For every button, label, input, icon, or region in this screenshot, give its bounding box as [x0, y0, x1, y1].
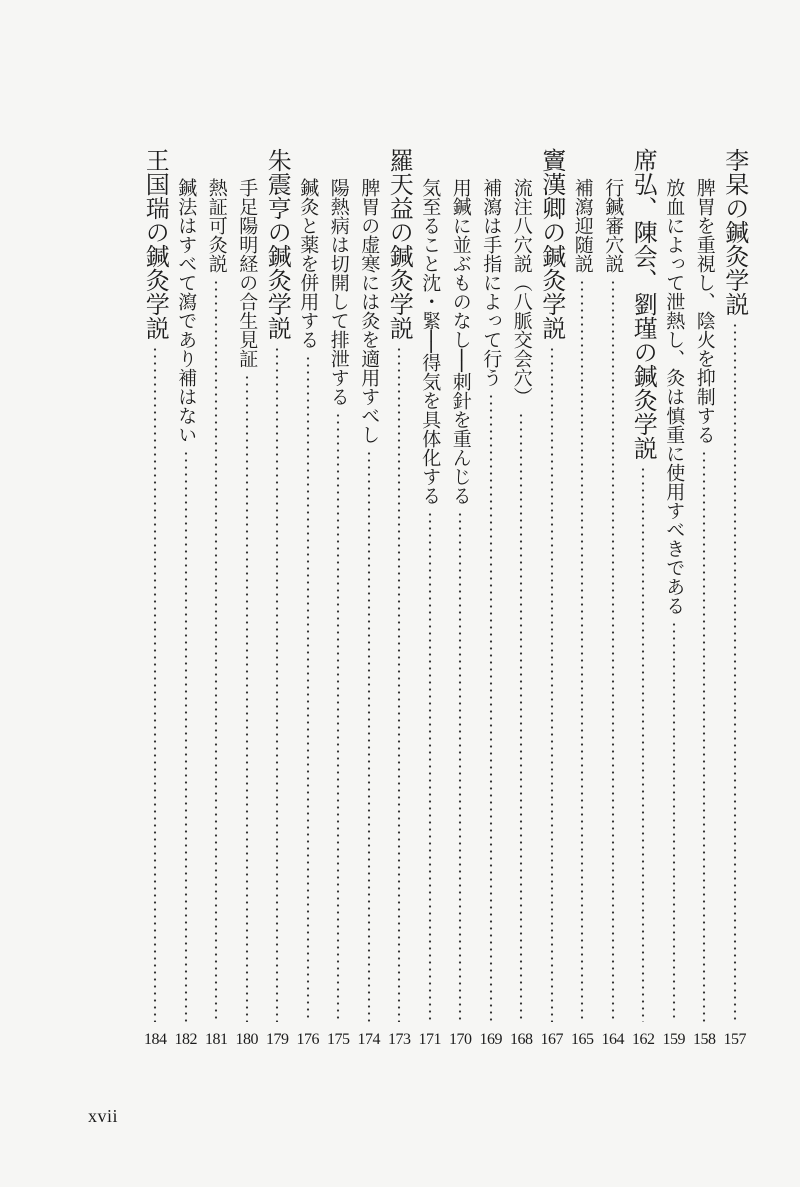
toc-entry-page: 181 [205, 1031, 228, 1048]
toc-entry-page: 174 [357, 1031, 380, 1048]
toc-entry-page: 180 [235, 1031, 258, 1048]
dot-leader [367, 450, 371, 1022]
toc-entry-title: 脾胃の虚寒には灸を適用すべし [358, 178, 381, 444]
toc-entry-title: 補瀉迎随説 [571, 178, 594, 273]
dot-leader [428, 511, 432, 1022]
toc-entry-page: 165 [571, 1031, 594, 1048]
toc-entry-title: 気至ること沈・緊──得気を具体化する [419, 178, 442, 505]
toc-entry-title: 席弘、陳会、劉瑾の鍼灸学説 [629, 148, 658, 460]
toc-entry[interactable] [567, 148, 598, 1048]
dot-leader [702, 450, 706, 1022]
toc-entry[interactable] [628, 148, 659, 1048]
toc-entry-page: 173 [388, 1031, 411, 1048]
dot-leader [489, 393, 493, 1022]
toc-entry-title: 放血によって泄熱し、灸は慎重に使用すべきである [663, 178, 686, 615]
table-of-contents [90, 148, 750, 1048]
toc-entry[interactable] [689, 148, 720, 1048]
dot-leader [397, 346, 401, 1022]
toc-entry-title: 脾胃を重視し、陰火を抑制する [693, 178, 716, 444]
toc-entry[interactable] [171, 148, 202, 1048]
toc-entry-title: 朱震亨の鍼灸学説 [263, 148, 292, 340]
toc-entry-page: 179 [266, 1031, 289, 1048]
toc-entry[interactable] [506, 148, 537, 1048]
toc-entry[interactable] [537, 148, 568, 1048]
toc-entry-title: 竇漢卿の鍼灸学説 [537, 148, 566, 340]
toc-entry-title: 流注八穴説（八脈交会穴） [510, 178, 533, 406]
toc-entry-page: 164 [601, 1031, 624, 1048]
dot-leader [153, 346, 157, 1022]
dot-leader [519, 412, 523, 1022]
toc-entry-title: 鍼灸と薬を併用する [297, 178, 320, 349]
toc-entry[interactable] [323, 148, 354, 1048]
toc-entry-page: 182 [174, 1031, 197, 1048]
dot-leader [550, 346, 554, 1022]
toc-entry-title: 王国瑞の鍼灸学説 [141, 148, 170, 340]
dot-leader [611, 279, 615, 1022]
dot-leader [275, 346, 279, 1022]
toc-entry[interactable] [445, 148, 476, 1048]
dot-leader [336, 412, 340, 1022]
toc-entry-page: 158 [693, 1031, 716, 1048]
toc-entry[interactable] [201, 148, 232, 1048]
toc-entry-page: 171 [418, 1031, 441, 1048]
toc-entry[interactable] [262, 148, 293, 1048]
toc-entry[interactable] [659, 148, 690, 1048]
toc-entry-title: 李杲の鍼灸学説 [720, 148, 749, 316]
toc-entry[interactable] [232, 148, 263, 1048]
toc-entry[interactable] [720, 148, 751, 1048]
toc-entry[interactable] [384, 148, 415, 1048]
toc-entry[interactable] [140, 148, 171, 1048]
dot-leader [672, 621, 676, 1022]
dot-leader [641, 466, 645, 1022]
toc-entry-page: 168 [510, 1031, 533, 1048]
toc-entry-page: 162 [632, 1031, 655, 1048]
toc-entry-title: 補瀉は手指によって行う [480, 178, 503, 387]
toc-entry-title: 羅天益の鍼灸学説 [385, 148, 414, 340]
toc-entry-page: 176 [296, 1031, 319, 1048]
toc-entry-title: 熱証可灸説 [205, 178, 228, 273]
toc-entry-title: 手足陽明経の合生見証 [236, 178, 259, 368]
toc-entry-title: 用鍼に並ぶものなし──刺針を重んじる [449, 178, 472, 505]
dot-leader [306, 355, 310, 1022]
toc-entry-title: 行鍼審穴説 [602, 178, 625, 273]
toc-entry[interactable] [598, 148, 629, 1048]
toc-entry[interactable] [476, 148, 507, 1048]
toc-entry-title: 鍼法はすべて瀉であり補はない [175, 178, 198, 444]
toc-entry-page: 157 [723, 1031, 746, 1048]
dot-leader [245, 374, 249, 1022]
toc-entry-page: 175 [327, 1031, 350, 1048]
dot-leader [580, 279, 584, 1022]
dot-leader [458, 511, 462, 1022]
dot-leader [733, 322, 737, 1022]
toc-entry-page: 169 [479, 1031, 502, 1048]
toc-entry-page: 167 [540, 1031, 563, 1048]
toc-entry-title: 陽熱病は切開して排泄する [327, 178, 350, 406]
dot-leader [184, 450, 188, 1022]
page-folio: xvii [88, 1106, 119, 1126]
toc-entry[interactable] [415, 148, 446, 1048]
toc-entry-page: 170 [449, 1031, 472, 1048]
toc-entry[interactable] [293, 148, 324, 1048]
toc-entry-page: 159 [662, 1031, 685, 1048]
toc-entry[interactable] [354, 148, 385, 1048]
dot-leader [214, 279, 218, 1022]
toc-entry-page: 184 [144, 1031, 167, 1048]
